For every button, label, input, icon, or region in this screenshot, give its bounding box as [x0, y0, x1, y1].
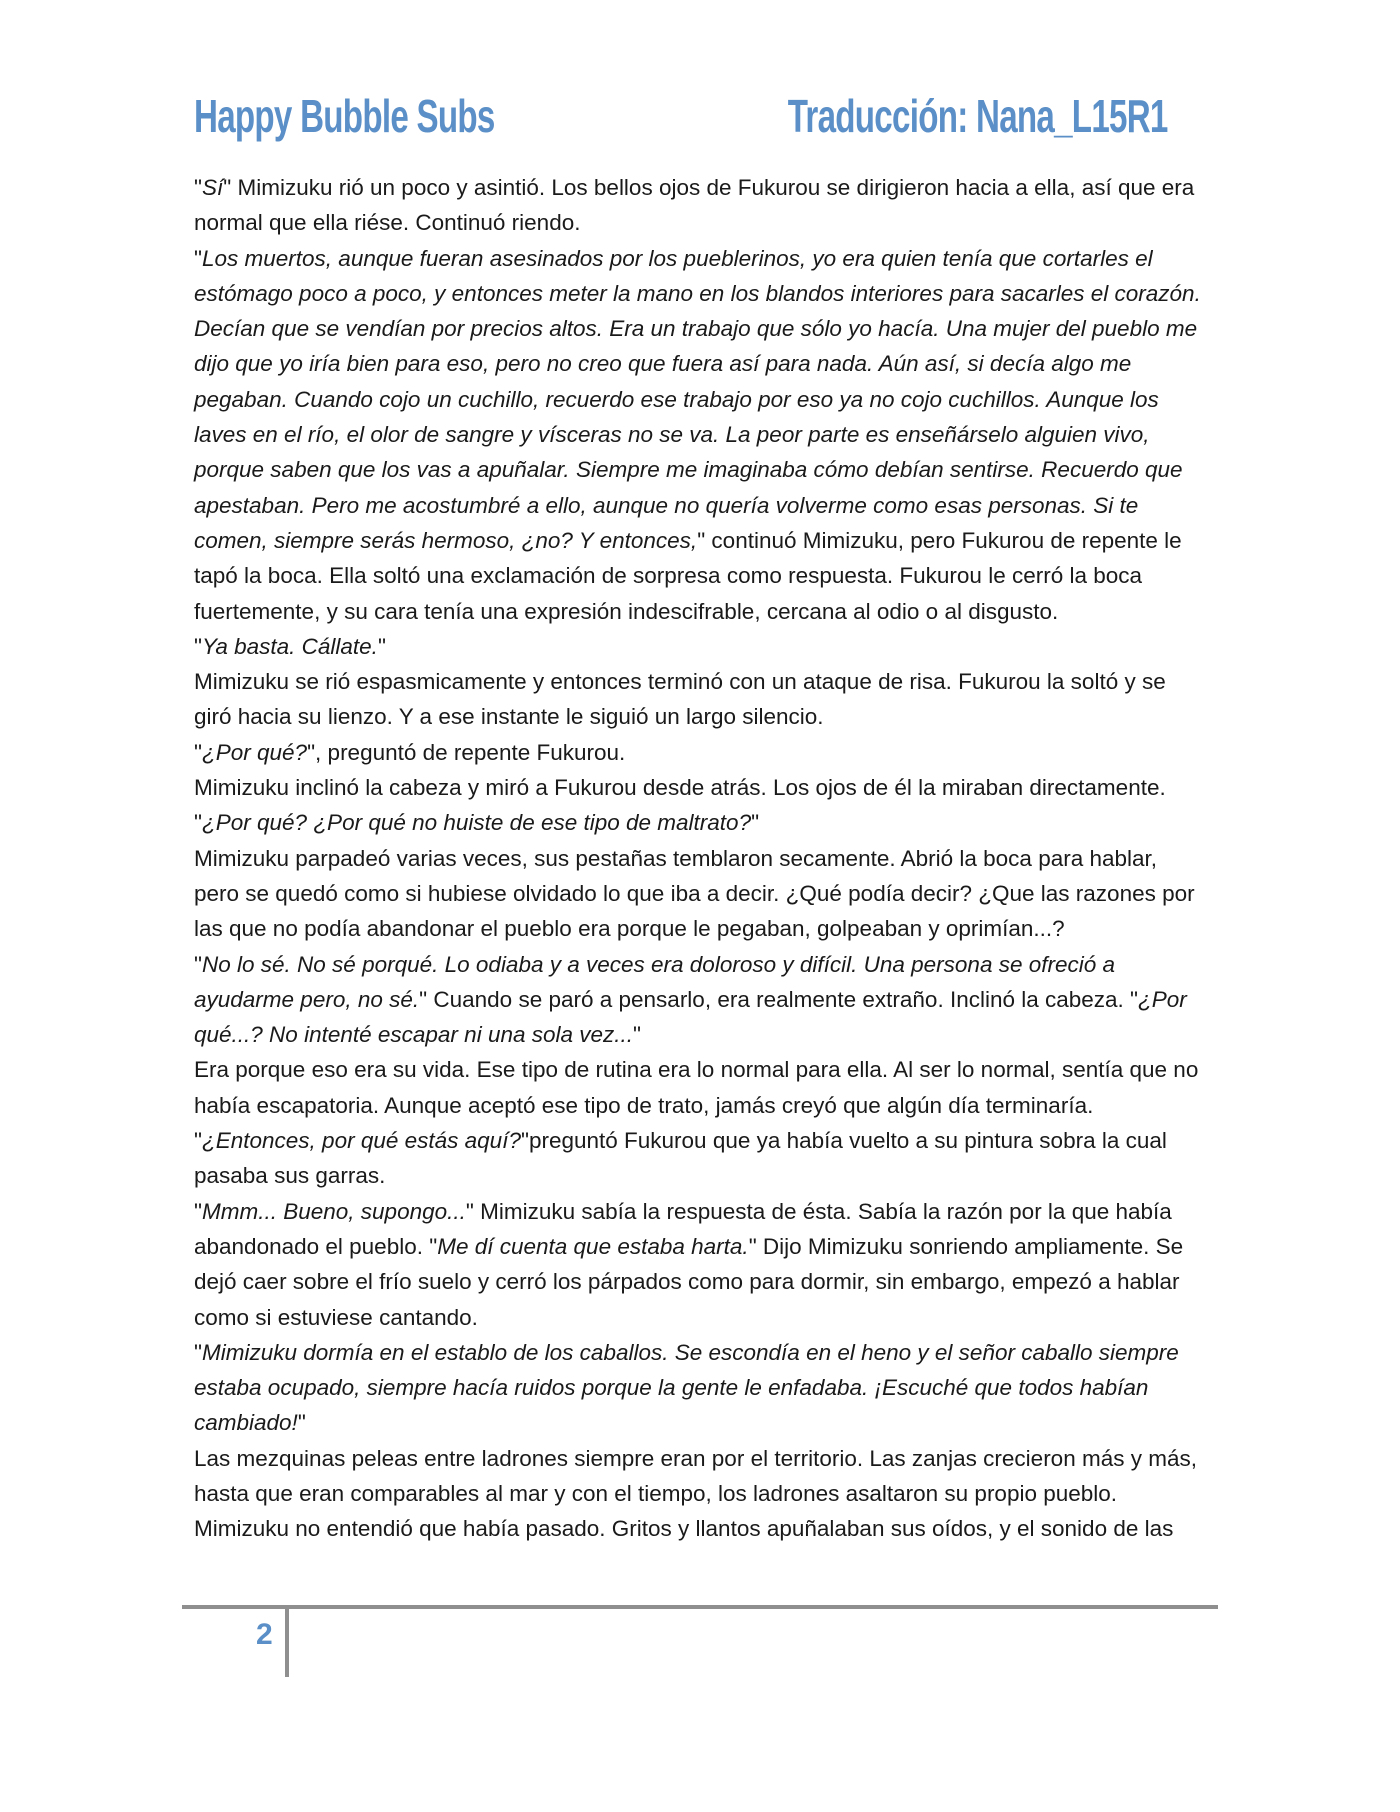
text-run: Era porque eso era su vida. Ese tipo de rutina era lo normal para ella. Al ser lo normal, sentía que no había escapatoria. Aunque aceptó ese tipo de trato, jamás creyó que algún día terminaría.: [194, 1057, 1199, 1118]
header-brand: Happy Bubble Subs: [194, 90, 495, 142]
page-number: 2: [256, 1618, 273, 1651]
text-run: " Cuando se paró a pensarlo, era realmente extraño. Inclinó la cabeza. ": [419, 986, 1139, 1012]
text-run: " Mimizuku rió un poco y asintió. Los bellos ojos de Fukurou se dirigieron hacia a ella, así que era normal que ella riése. Continuó riendo.: [194, 175, 1195, 236]
text-run: ": [194, 1339, 202, 1365]
text-run: " continuó Mimizuku, pero Fukurou de repente le tapó la boca. Ella soltó una exclamación de sorpresa como respuesta. Fukurou le cerró la boca fuertemente, y su cara tenía una expresión indescifrable, cercana al odio o al disgusto.: [194, 527, 1182, 624]
text-run: ": [194, 1198, 202, 1224]
page-header: [194, 86, 1168, 146]
text-run: ": [297, 1410, 306, 1436]
text-run: "preguntó Fukurou que ya había vuelto a su pintura sobra la cual pasaba sus garras.: [194, 1128, 1167, 1189]
text-run: ": [194, 175, 202, 200]
footer-rule: [182, 1605, 1218, 1609]
paragraph: [194, 841, 1206, 947]
italic-dialogue: No lo sé. No sé porqué. Lo odiaba y a veces era doloroso y difícil. Una persona se ofreció a ayudarme pero, no sé.: [194, 951, 1116, 1012]
text-run: " Dijo Mimizuku sonriendo ampliamente. Se dejó caer sobre el frío suelo y cerró los párpados como para dormir, sin embargo, empezó a hablar como si estuviese cantando.: [194, 1233, 1184, 1330]
header-translator-credit: Traducción: Nana_L15R1: [788, 90, 1168, 142]
text-run: ": [194, 810, 202, 836]
paragraph: [194, 1335, 1206, 1441]
italic-dialogue: Mmm... Bueno, supongo...: [202, 1198, 466, 1224]
italic-dialogue: Me dí cuenta que estaba harta.: [437, 1233, 749, 1259]
text-run: ": [633, 1022, 642, 1048]
text-run: Mimizuku se rió espasmicamente y entonces terminó con un ataque de risa. Fukurou la soltó y se giró hacia su lienzo. Y a ese instante le siguió un largo silencio.: [194, 669, 1166, 730]
paragraph: [194, 241, 1206, 629]
text-run: ": [194, 245, 202, 271]
paragraph: [194, 947, 1206, 1053]
paragraph: [194, 770, 1206, 805]
italic-dialogue: Los muertos, aunque fueran asesinados por los pueblerinos, yo era quien tenía que cortarles el estómago poco a poco, y entonces meter la mano en los blandos interiores para sacarles el corazón. Decían que se vendían por precios altos. Era un trabajo que sólo yo hacía. Una mujer del pueblo me dijo que yo iría bien para eso, pero no creo que fuera así para nada. Aún así, si decía algo me pegaban. Cuando cojo un cuchillo, recuerdo ese trabajo por eso ya no cojo cuchillos. Aunque los laves en el río, el olor de sangre y vísceras no se va. La peor parte es enseñárselo alguien vivo, porque saben que los vas a apuñalar. Siempre me imaginaba cómo debían sentirse. Recuerdo que apestaban. Pero me acostumbré a ello, aunque no quería volverme como esas personas. Si te comen, siempre serás hermoso, ¿no? Y entonces,: [194, 245, 1201, 553]
italic-dialogue: ¿Por qué...? No intenté escapar ni una sola vez...: [194, 986, 1187, 1048]
paragraph: [194, 1194, 1206, 1335]
text-run: Mimizuku inclinó la cabeza y miró a Fukurou desde atrás. Los ojos de él la miraban directamente.: [194, 775, 1166, 801]
text-run: ": [194, 1128, 202, 1154]
italic-dialogue: Mimizuku dormía en el establo de los caballos. Se escondía en el heno y el señor caballo siempre estaba ocupado, siempre hacía ruidos porque la gente le enfadaba. ¡Escuché que todos habían cambiado!: [194, 1339, 1179, 1436]
paragraph: [194, 805, 1206, 840]
italic-dialogue: ¿Por qué?: [202, 739, 308, 765]
paragraph: [194, 1123, 1206, 1194]
italic-dialogue: Ya basta. Cállate.: [202, 633, 378, 659]
paragraph: [194, 1441, 1206, 1547]
text-run: ": [194, 633, 202, 659]
text-run: ": [751, 810, 760, 836]
text-run: ": [377, 633, 386, 659]
footer-divider: [285, 1609, 289, 1677]
document-body: [194, 170, 1206, 1547]
italic-dialogue: ¿Por qué? ¿Por qué no huiste de ese tipo de maltrato?: [202, 810, 752, 836]
paragraph: [194, 1052, 1206, 1123]
text-run: " Mimizuku sabía la respuesta de ésta. Sabía la razón por la que había abandonado el pueblo. ": [194, 1198, 1172, 1259]
italic-dialogue: ¿Entonces, por qué estás aquí?: [202, 1128, 521, 1154]
text-run: Mimizuku parpadeó varias veces, sus pestañas temblaron secamente. Abrió la boca para hablar, pero se quedó como si hubiese olvidado lo que iba a decir. ¿Qué podía decir? ¿Que las razones por las que no podía abandonar el pueblo era porque le pegaban, golpeaban y oprimían...?: [194, 845, 1195, 942]
text-run: ": [194, 739, 202, 765]
italic-dialogue: Sí: [202, 175, 224, 200]
paragraph: [194, 170, 1206, 241]
paragraph: [194, 664, 1206, 735]
paragraph: [194, 735, 1206, 770]
paragraph: [194, 629, 1206, 664]
text-run: ", preguntó de repente Fukurou.: [307, 739, 626, 765]
text-run: ": [194, 951, 202, 977]
text-run: Las mezquinas peleas entre ladrones siempre eran por el territorio. Las zanjas crecieron más y más, hasta que eran comparables al mar y con el tiempo, los ladrones asaltaron su propio pueblo. Mimizuku no entendió que había pasado. Gritos y llantos apuñalaban sus oídos, y el sonido de las: [194, 1445, 1197, 1542]
